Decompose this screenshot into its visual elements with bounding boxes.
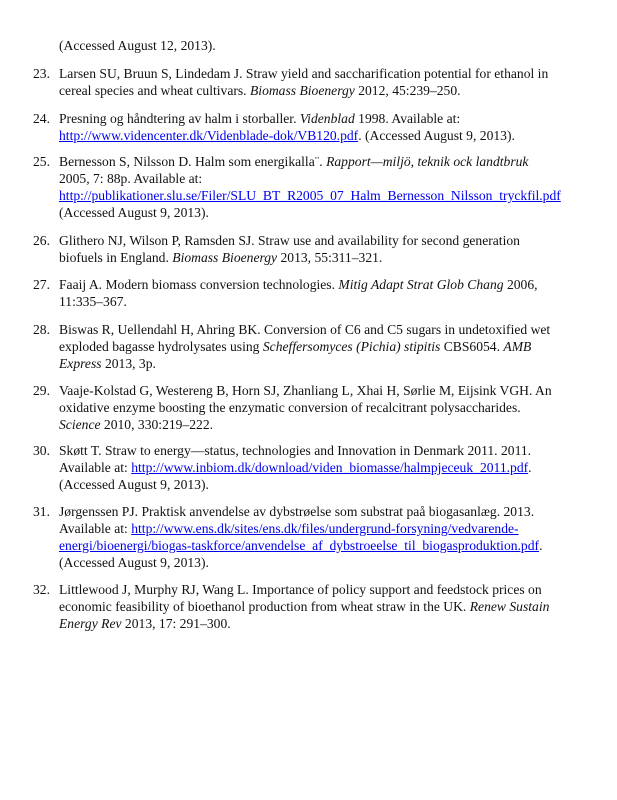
reference-number: 30. [33, 443, 50, 458]
reference-text: (Accessed August 9, 2013). [59, 555, 209, 570]
reference-text: (Accessed August 9, 2013). [59, 477, 209, 492]
reference-link[interactable]: http://www.videncenter.dk/Videnblade-dok/VB120.pdf [59, 128, 359, 143]
reference-number: 25. [33, 154, 50, 169]
journal-title: Renew Sustain [469, 599, 550, 614]
reference-text: Skøtt T. Straw to energy—status, technologies and Innovation in Denmark 2011. 2011. [59, 443, 532, 458]
reference-number: 28. [33, 322, 50, 337]
reference-text: http://www.videncenter.dk/Videnblade-dok/VB120.pdf. (Accessed August 9, 2013). [59, 128, 515, 143]
reference-number: 31. [33, 504, 50, 519]
reference-text: Energy Rev 2013, 17: 291–300. [59, 616, 231, 631]
reference-text: Biswas R, Uellendahl H, Ahring BK. Conversion of C6 and C5 sugars in undetoxified wet [59, 322, 551, 337]
reference-text: (Accessed August 12, 2013). [59, 38, 216, 53]
reference-number: 29. [33, 383, 50, 398]
reference-text [59, 187, 581, 204]
journal-title: AMB [503, 339, 532, 354]
reference-text: Vaaje-Kolstad G, Westereng B, Horn SJ, Zhanliang L, Xhai H, Sørlie M, Eijsink VGH. An [59, 383, 552, 398]
species-name: Scheffersomyces (Pichia) stipitis [262, 339, 441, 354]
reference-link[interactable]: http://publikationer.slu.se/Filer/SLU_BT_R2005_07_Halm_Bernesson_Nilsson_tryckfil.pdf [59, 188, 561, 203]
journal-title: Videnblad [299, 111, 355, 126]
reference-number: 26. [33, 233, 50, 248]
reference-text: 2005, 7: 88p. Available at: [59, 171, 203, 186]
journal-title: Biomass Bioenergy [249, 83, 355, 98]
reference-text: 11:335–367. [59, 294, 127, 309]
reference-text: Larsen SU, Bruun S, Lindedam J. Straw yield and saccharification potential for ethanol in [59, 66, 549, 81]
reference-text: oxidative enzyme boosting the enzymatic conversion of recalcitrant polysaccharides. [59, 400, 521, 415]
reference-text: Faaij A. Modern biomass conversion technologies. Mitig Adapt Strat Glob Chang 2006, [59, 277, 538, 292]
reference-text: Science 2010, 330:219–222. [59, 417, 214, 432]
reference-text: Littlewood J, Murphy RJ, Wang L. Importance of policy support and feedstock prices on [59, 582, 542, 597]
reference-text: Jørgenssen PJ. Praktisk anvendelse av dybstrøelse som substrat paå biogasanlæg. 2013. [59, 504, 535, 519]
reference-text: energi/bioenergi/biogas-taskforce/anvendelse_af_dybstroeelse_til_biogasproduktion.pdf. [59, 538, 543, 553]
journal-title: Rapport—miljö, teknik ock landtbruk [326, 154, 529, 169]
reference-text: Express 2013, 3p. [59, 356, 156, 371]
reference-text: Bernesson S, Nilsson D. Halm som energikalla¨. Rapport—miljö, teknik ock landtbruk [59, 154, 529, 169]
reference-link[interactable]: http://www.inbiom.dk/download/viden_biomasse/halmpjeceuk_2011.pdf [131, 460, 529, 475]
reference-link[interactable]: http://www.ens.dk/sites/ens.dk/files/undergrund-forsyning/vedvarende- [131, 521, 519, 536]
journal-title: Express [59, 356, 102, 371]
reference-text: cereal species and wheat cultivars. Biomass Bioenergy 2012, 45:239–250. [59, 83, 461, 98]
journal-title: Science [59, 417, 101, 432]
journal-title: Mitig Adapt Strat Glob Chang [338, 277, 504, 292]
reference-number: 23. [33, 66, 50, 81]
reference-text: Available at: http://www.inbiom.dk/download/viden_biomasse/halmpjeceuk_2011.pdf. [59, 460, 532, 475]
reference-number: 32. [33, 582, 50, 597]
reference-text: Available at: http://www.ens.dk/sites/ens.dk/files/undergrund-forsyning/vedvarende- [59, 521, 519, 536]
reference-text: exploded bagasse hydrolysates using Scheffersomyces (Pichia) stipitis CBS6054. AMB [59, 339, 532, 354]
reference-text: economic feasibility of bioethanol production from wheat straw in the UK. Renew Sustain [59, 599, 550, 614]
journal-title: Biomass Bioenergy [172, 250, 278, 265]
reference-number: 24. [33, 111, 50, 126]
journal-title: Energy Rev [59, 616, 122, 631]
reference-text: biofuels in England. Biomass Bioenergy 2013, 55:311–321. [59, 250, 383, 265]
reference-text: Glithero NJ, Wilson P, Ramsden SJ. Straw use and availability for second generation [59, 233, 520, 248]
reference-text: (Accessed August 9, 2013). [59, 205, 209, 220]
reference-text: Presning og håndtering av halm i storballer. Videnblad 1998. Available at: [59, 111, 461, 126]
reference-link-continued[interactable]: energi/bioenergi/biogas-taskforce/anvendelse_af_dybstroeelse_til_biogasproduktion.pdf [59, 538, 540, 553]
reference-number: 27. [33, 277, 50, 292]
